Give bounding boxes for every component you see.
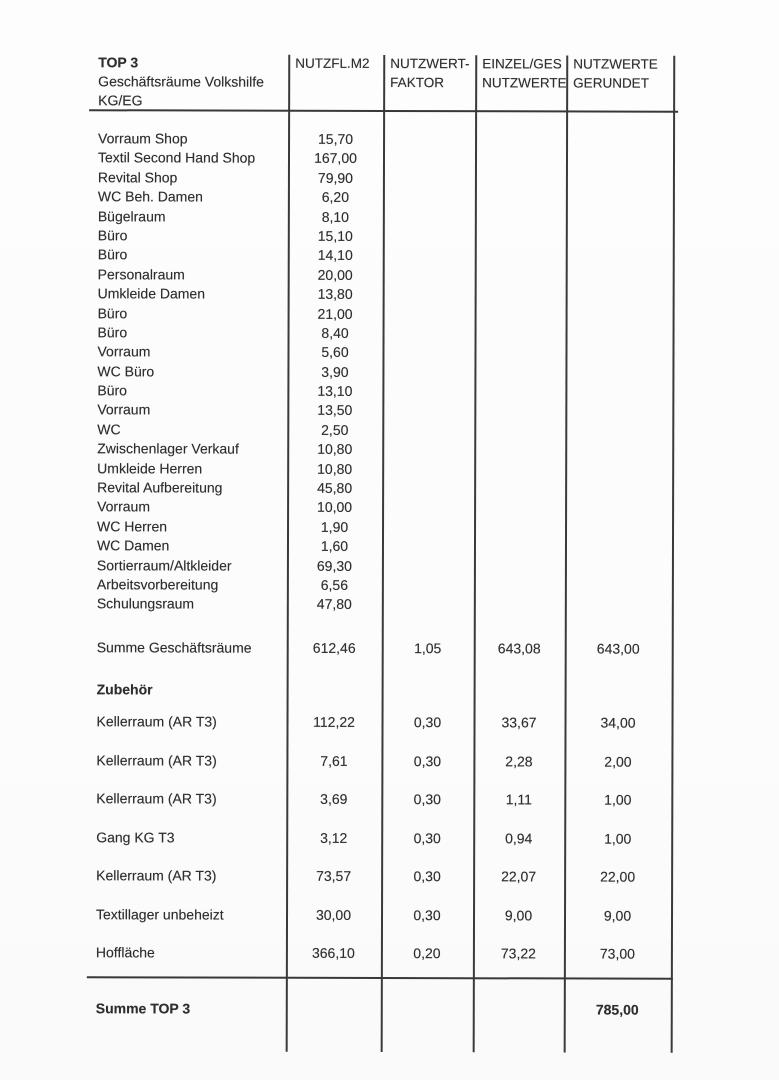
accessory-area: 30,00 bbox=[315, 906, 352, 923]
summary-rounded: 643,00 bbox=[596, 640, 640, 657]
room-name: Zwischenlager Verkauf bbox=[97, 440, 239, 457]
table-row bbox=[96, 323, 673, 344]
room-value bbox=[475, 150, 566, 170]
rooms-section bbox=[95, 129, 673, 615]
room-rounded bbox=[566, 286, 673, 306]
table-row bbox=[95, 343, 672, 364]
room-factor bbox=[382, 498, 474, 518]
room-value bbox=[475, 208, 566, 228]
room-factor bbox=[382, 518, 474, 538]
room-rounded bbox=[566, 169, 673, 189]
accessory-value: 22,07 bbox=[501, 868, 537, 885]
room-factor bbox=[382, 440, 474, 460]
room-factor bbox=[383, 246, 475, 266]
summary-row-geschaeftsraeume bbox=[95, 637, 672, 659]
room-area: 13,50 bbox=[317, 402, 353, 419]
room-name: Umkleide Damen bbox=[97, 285, 206, 302]
room-value bbox=[475, 305, 566, 325]
accessory-factor: 0,30 bbox=[413, 791, 441, 808]
room-rounded bbox=[565, 596, 672, 616]
room-rounded bbox=[565, 363, 672, 383]
table-row bbox=[95, 556, 672, 577]
room-value bbox=[474, 363, 565, 383]
total-rounded: 785,00 bbox=[595, 1001, 639, 1018]
room-area: 5,60 bbox=[321, 344, 349, 361]
accessory-factor: 0,30 bbox=[413, 714, 442, 731]
accessory-name: Textillager unbeheizt bbox=[95, 905, 224, 923]
accessory-rounded: 9,00 bbox=[603, 907, 632, 924]
section-heading-row bbox=[95, 679, 672, 701]
room-value bbox=[474, 537, 565, 557]
room-area: 21,00 bbox=[317, 305, 353, 322]
total-factor-empty bbox=[381, 999, 473, 1019]
room-area: 6,56 bbox=[320, 576, 349, 593]
total-separator-rule bbox=[87, 976, 673, 980]
section-heading-zubehoer: Zubehör bbox=[96, 681, 153, 698]
table-title-block bbox=[98, 53, 288, 111]
summary-area: 612,46 bbox=[312, 639, 356, 656]
total-area-empty bbox=[286, 999, 381, 1019]
accessory-factor: 0,30 bbox=[413, 906, 441, 923]
room-value bbox=[474, 402, 565, 422]
table-row bbox=[96, 265, 673, 286]
room-name: Vorraum bbox=[97, 343, 151, 360]
room-area: 13,10 bbox=[317, 382, 353, 399]
column-header-einzel-nutzwerte bbox=[482, 54, 566, 93]
room-area: 69,30 bbox=[316, 557, 352, 574]
accessory-rounded: 22,00 bbox=[600, 868, 636, 885]
room-rounded bbox=[565, 421, 672, 441]
accessory-value: 73,22 bbox=[500, 945, 536, 962]
room-factor bbox=[383, 227, 475, 247]
room-rounded bbox=[565, 441, 672, 461]
room-name: Umkleide Herren bbox=[97, 459, 203, 477]
accessory-value: 9,00 bbox=[504, 906, 533, 923]
room-name: Büro bbox=[97, 324, 128, 341]
table-row bbox=[96, 187, 673, 208]
room-name: Personalraum bbox=[97, 265, 185, 283]
column-header-nutzwerte-gerundet bbox=[573, 54, 673, 93]
room-value bbox=[475, 130, 566, 150]
room-name: Vorraum bbox=[97, 401, 151, 418]
room-area: 8,40 bbox=[321, 324, 349, 341]
room-value bbox=[474, 557, 565, 577]
column-header-label: NUTZWERTE bbox=[482, 75, 567, 91]
total-value-empty bbox=[473, 999, 564, 1019]
room-value bbox=[474, 518, 565, 538]
total-label: Summe TOP 3 bbox=[95, 1000, 191, 1017]
room-name: Vorraum bbox=[97, 498, 151, 515]
accessory-value: 2,28 bbox=[505, 752, 533, 769]
room-factor bbox=[382, 382, 474, 402]
room-area: 10,80 bbox=[317, 441, 353, 458]
room-area: 1,90 bbox=[320, 518, 349, 535]
accessory-name: Kellerraum (AR T3) bbox=[96, 751, 217, 769]
room-area: 6,20 bbox=[321, 188, 350, 206]
accessory-name: Kellerraum (AR T3) bbox=[96, 790, 217, 807]
room-factor bbox=[382, 421, 474, 441]
column-header-label: GERUNDET bbox=[573, 75, 649, 91]
room-value bbox=[475, 247, 566, 267]
summary-label: Summe Geschäftsräume bbox=[96, 639, 252, 656]
room-value bbox=[474, 499, 565, 519]
table-row bbox=[94, 933, 671, 973]
room-rounded bbox=[566, 130, 673, 150]
room-rounded bbox=[565, 344, 672, 364]
accessory-rounded: 2,00 bbox=[604, 753, 632, 770]
room-name: Büro bbox=[97, 246, 128, 263]
room-rounded bbox=[565, 538, 672, 558]
accessory-value: 33,67 bbox=[501, 714, 537, 731]
accessory-name: Kellerraum (AR T3) bbox=[96, 713, 217, 730]
room-name: Sortierraum/Altkleider bbox=[96, 556, 232, 574]
table-row bbox=[95, 401, 672, 422]
table-row bbox=[94, 779, 671, 819]
room-area: 15,10 bbox=[317, 227, 353, 244]
table-row bbox=[96, 207, 673, 228]
accessory-factor: 0,30 bbox=[413, 752, 442, 769]
room-rounded bbox=[566, 150, 673, 170]
room-name: WC bbox=[97, 421, 121, 438]
room-factor bbox=[382, 557, 474, 577]
room-area: 8,10 bbox=[321, 208, 349, 225]
accessory-rounded: 34,00 bbox=[600, 714, 636, 731]
room-rounded bbox=[565, 460, 672, 480]
room-rounded bbox=[565, 499, 672, 519]
document-subtitle-2: KG/EG bbox=[98, 92, 143, 109]
room-value bbox=[474, 460, 565, 480]
room-factor bbox=[382, 343, 474, 363]
accessory-name: Kellerraum (AR T3) bbox=[96, 867, 217, 884]
room-value bbox=[475, 188, 566, 208]
room-rounded bbox=[565, 383, 672, 403]
room-name: Arbeitsvorbereitung bbox=[96, 576, 219, 593]
room-rounded bbox=[565, 518, 672, 538]
summary-value: 643,08 bbox=[497, 640, 541, 657]
room-area: 10,00 bbox=[317, 499, 353, 516]
room-name: Büro bbox=[97, 382, 127, 399]
room-rounded bbox=[566, 266, 673, 286]
room-value bbox=[474, 421, 565, 441]
accessory-factor: 0,30 bbox=[413, 829, 441, 846]
accessory-factor: 0,30 bbox=[413, 868, 441, 885]
room-factor bbox=[382, 460, 474, 480]
table-row bbox=[95, 459, 672, 480]
room-rounded bbox=[565, 402, 672, 422]
table-row bbox=[96, 168, 673, 189]
room-name: WC Büro bbox=[97, 362, 155, 380]
accessory-factor: 0,20 bbox=[413, 945, 441, 962]
table-row bbox=[95, 420, 672, 441]
accessory-rounded: 73,00 bbox=[599, 945, 635, 962]
document-subtitle: Geschäftsräume Volkshilfe bbox=[98, 73, 264, 90]
table-row bbox=[96, 246, 673, 267]
room-name: Büro bbox=[97, 227, 128, 244]
room-area: 10,80 bbox=[317, 460, 353, 477]
room-name: Schulungsraum bbox=[96, 595, 195, 612]
room-value bbox=[474, 576, 565, 596]
room-rounded bbox=[565, 557, 672, 577]
room-factor bbox=[383, 149, 475, 169]
room-rounded bbox=[566, 324, 673, 344]
room-name: Revital Shop bbox=[97, 169, 178, 186]
room-area: 13,80 bbox=[317, 285, 353, 303]
room-area: 20,00 bbox=[317, 266, 353, 283]
table-row bbox=[95, 439, 672, 460]
document-title: TOP 3 bbox=[98, 54, 139, 71]
room-value bbox=[475, 285, 566, 305]
room-area: 167,00 bbox=[314, 150, 357, 167]
column-header-label: NUTZWERTE bbox=[573, 56, 658, 72]
room-factor bbox=[382, 537, 474, 557]
table-row bbox=[96, 149, 673, 170]
accessory-area: 73,57 bbox=[316, 867, 352, 884]
accessory-name: Gang KG T3 bbox=[96, 828, 175, 845]
room-factor bbox=[383, 304, 475, 324]
room-area: 2,50 bbox=[321, 421, 349, 438]
table-row bbox=[96, 226, 673, 247]
table-row bbox=[95, 362, 672, 383]
accessory-name: Hoffläche bbox=[95, 944, 155, 961]
room-factor bbox=[382, 479, 474, 499]
accessory-area: 3,69 bbox=[320, 790, 348, 807]
column-header-nutzfl bbox=[295, 54, 383, 73]
table-row bbox=[95, 498, 672, 519]
accessory-rounded: 1,00 bbox=[604, 791, 632, 808]
room-rounded bbox=[566, 305, 673, 325]
table-row bbox=[95, 478, 672, 499]
room-value bbox=[475, 324, 566, 344]
table-row bbox=[94, 818, 671, 858]
room-area: 45,80 bbox=[317, 479, 353, 496]
room-factor bbox=[383, 169, 475, 189]
room-value bbox=[474, 479, 565, 499]
room-value bbox=[474, 344, 565, 364]
accessory-value: 0,94 bbox=[505, 829, 533, 846]
room-value bbox=[475, 169, 566, 189]
room-factor bbox=[383, 285, 475, 305]
room-area: 15,70 bbox=[317, 130, 354, 147]
table-row bbox=[94, 741, 671, 781]
room-name: Bügelraum bbox=[97, 207, 166, 224]
room-factor bbox=[383, 188, 475, 208]
room-name: Vorraum Shop bbox=[98, 130, 188, 147]
room-factor bbox=[382, 363, 474, 383]
column-header-label: FAKTOR bbox=[390, 75, 444, 91]
table-row bbox=[94, 856, 671, 896]
table-row bbox=[95, 517, 672, 538]
table-row bbox=[94, 702, 671, 742]
room-rounded bbox=[566, 189, 673, 209]
summary-factor: 1,05 bbox=[414, 640, 442, 657]
column-header-label: NUTZFL.M2 bbox=[295, 55, 370, 71]
column-header-nutzwert-faktor bbox=[390, 54, 475, 93]
room-area: 79,90 bbox=[317, 169, 353, 186]
room-value bbox=[475, 227, 566, 247]
room-value bbox=[474, 596, 565, 616]
room-area: 3,90 bbox=[321, 363, 349, 380]
room-factor bbox=[383, 266, 475, 286]
room-factor bbox=[382, 401, 474, 421]
room-factor bbox=[383, 208, 475, 228]
room-name: WC Herren bbox=[97, 518, 168, 535]
room-name: Büro bbox=[97, 304, 128, 321]
column-header-label: EINZEL/GES bbox=[482, 56, 562, 72]
table-row bbox=[95, 381, 672, 402]
accessories-section bbox=[94, 702, 672, 973]
accessory-area: 3,12 bbox=[320, 829, 348, 846]
room-rounded bbox=[565, 479, 672, 499]
room-name: Textil Second Hand Shop bbox=[97, 149, 256, 167]
room-area: 47,80 bbox=[316, 596, 352, 613]
room-factor bbox=[383, 130, 475, 150]
table-row bbox=[95, 575, 672, 596]
room-rounded bbox=[566, 227, 673, 247]
room-value bbox=[475, 266, 566, 286]
column-header-label: NUTZWERT- bbox=[390, 56, 470, 72]
room-factor bbox=[383, 324, 475, 344]
accessory-area: 112,22 bbox=[313, 713, 355, 730]
room-factor bbox=[382, 576, 474, 596]
room-rounded bbox=[566, 247, 673, 267]
room-area: 1,60 bbox=[320, 538, 349, 555]
room-value bbox=[474, 382, 565, 402]
accessory-area: 366,10 bbox=[311, 944, 355, 961]
room-area: 14,10 bbox=[317, 247, 353, 264]
accessory-area: 7,61 bbox=[320, 752, 348, 769]
accessory-rounded: 1,00 bbox=[604, 830, 632, 847]
table-row bbox=[94, 895, 671, 935]
room-factor bbox=[382, 595, 474, 615]
table-row bbox=[95, 595, 672, 616]
room-name: WC Damen bbox=[96, 537, 170, 554]
table-row bbox=[95, 536, 672, 557]
room-name: WC Beh. Damen bbox=[97, 188, 203, 205]
table-row bbox=[96, 284, 673, 305]
table-row bbox=[96, 304, 673, 325]
room-value bbox=[474, 440, 565, 460]
room-name: Revital Aufbereitung bbox=[97, 479, 223, 496]
table-row bbox=[96, 129, 673, 150]
accessory-value: 1,11 bbox=[505, 791, 532, 808]
room-rounded bbox=[565, 576, 672, 596]
room-rounded bbox=[566, 208, 673, 228]
total-row bbox=[94, 998, 671, 1020]
